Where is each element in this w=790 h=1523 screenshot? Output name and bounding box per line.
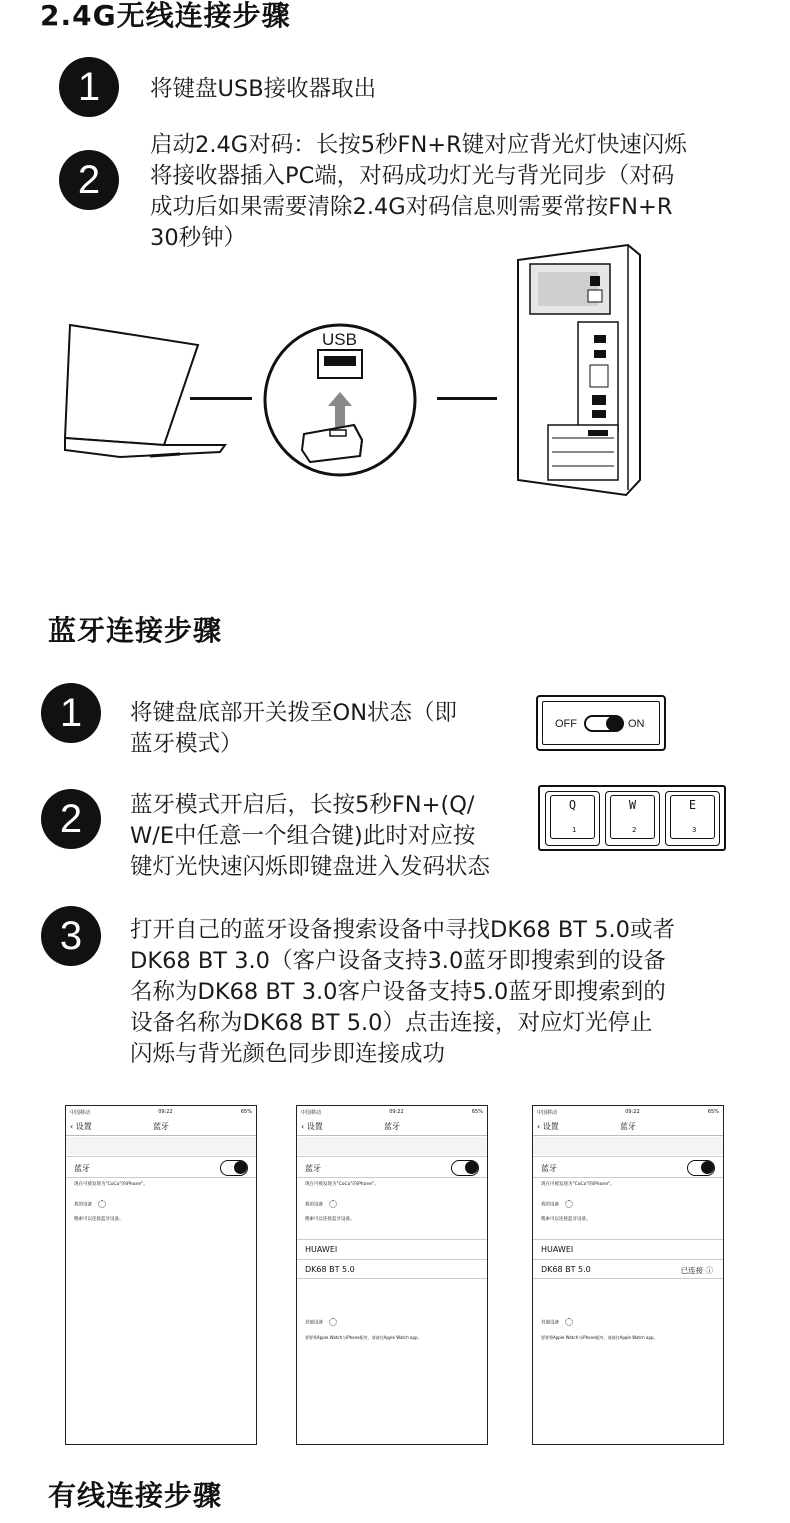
nav-title: 蓝牙 xyxy=(153,1122,169,1131)
my-devices-label: 我的设备 xyxy=(541,1200,573,1208)
bluetooth-row: 蓝牙 xyxy=(297,1156,487,1178)
nav-title: 蓝牙 xyxy=(620,1122,636,1131)
wired-section-title: 有线连接步骤 xyxy=(48,1479,223,1512)
bluetooth-step-2-text: 蓝牙模式开启后，长按5秒FN+(Q/ W/E中任意一个组合键)此时对应按 键灯光快速闪烁即键盘进入发码状态 xyxy=(130,792,491,880)
key-e: E 3 xyxy=(665,791,720,846)
connected-status: 已连接 ⓘ xyxy=(680,1266,713,1275)
apple-watch-hint: 要要将Apple Watch与iPhone配对，请前往Apple Watch app。 xyxy=(541,1335,658,1340)
phone-screenshot-2 xyxy=(296,1105,488,1445)
discoverable-text: 现在可被发现为"CoCo"的iPhone"。 xyxy=(305,1182,379,1187)
step-number-badge: 1 xyxy=(41,683,101,743)
bluetooth-toggle[interactable] xyxy=(220,1160,248,1176)
other-devices-label: 其他设备 xyxy=(541,1318,573,1326)
section-spacer xyxy=(533,1137,723,1155)
switch-off-label: OFF xyxy=(555,718,577,730)
toggle-icon xyxy=(584,715,624,732)
phone-screenshot-3 xyxy=(532,1105,724,1445)
my-devices-label: 我的设备 xyxy=(74,1200,106,1208)
device-row[interactable]: DK68 BT 5.0 xyxy=(297,1259,487,1279)
battery-icon: 65% xyxy=(240,1109,252,1115)
back-button[interactable]: ‹ 设置 xyxy=(537,1122,559,1131)
connector-line xyxy=(190,397,252,400)
key-q: Q 1 xyxy=(545,791,600,846)
device-row[interactable]: HUAWEI xyxy=(533,1239,723,1259)
section-spacer xyxy=(66,1137,256,1155)
pc-tower-icon xyxy=(508,240,648,500)
bluetooth-row: 蓝牙 xyxy=(66,1156,256,1178)
back-button[interactable]: ‹ 设置 xyxy=(301,1122,323,1131)
loading-spinner-icon xyxy=(565,1318,573,1326)
device-row[interactable]: HUAWEI xyxy=(297,1239,487,1259)
nav-bar xyxy=(533,1118,723,1136)
key-w: W 2 xyxy=(605,791,660,846)
search-hint: 搜索可以连接蓝牙设备。 xyxy=(541,1217,591,1222)
loading-spinner-icon xyxy=(329,1200,337,1208)
device-row[interactable]: DK68 BT 5.0 已连接 ⓘ xyxy=(533,1259,723,1279)
my-devices-label: 我的设备 xyxy=(305,1200,337,1208)
nav-bar xyxy=(66,1118,256,1136)
nav-bar xyxy=(297,1118,487,1136)
step-number-badge: 1 xyxy=(59,57,119,117)
loading-spinner-icon xyxy=(329,1318,337,1326)
step-number-badge: 2 xyxy=(41,789,101,849)
wireless-step-2-text: 启动2.4G对码：长按5秒FN+R键对应背光灯快速闪烁 将接收器插入PC端，对码成功灯光与背光同步（对码 成功后如果需要清除2.4G对码信息则需要常按FN+R 30秒钟） xyxy=(150,132,687,251)
status-bar: 中国移动 09:22 65% xyxy=(301,1109,483,1116)
phone-screenshot-1 xyxy=(65,1105,257,1445)
wireless-step-1-text: 将键盘USB接收器取出 xyxy=(150,76,377,102)
search-hint: 搜索可以连接蓝牙设备。 xyxy=(305,1217,355,1222)
back-button[interactable]: ‹ 设置 xyxy=(70,1122,92,1131)
bluetooth-step-3-text: 打开自己的蓝牙设备搜索设备中寻找DK68 BT 5.0或者 DK68 BT 3.0（客户设备支持3.0蓝牙即搜索到的设备 名称为DK68 BT 3.0客户设备支持5.0蓝牙即搜索到的 设备名称为DK68 BT 5.0）点击连接，对应灯光停止 闪烁与背光颜色同步即连接成功 xyxy=(130,917,675,1067)
other-devices-label: 其他设备 xyxy=(305,1318,337,1326)
laptop-icon xyxy=(60,320,230,480)
wireless-section-title: 2.4G无线连接步骤 xyxy=(40,0,291,32)
status-bar: 中国移动 09:22 65% xyxy=(537,1109,719,1116)
battery-icon: 65% xyxy=(471,1109,483,1115)
loading-spinner-icon xyxy=(565,1200,573,1208)
battery-icon: 65% xyxy=(707,1109,719,1115)
bluetooth-section-title: 蓝牙连接步骤 xyxy=(48,614,223,647)
power-switch-illustration xyxy=(536,695,666,751)
connector-line xyxy=(437,397,497,400)
qwe-keys-illustration xyxy=(538,785,726,851)
search-hint: 搜索可以连接蓝牙设备。 xyxy=(74,1217,124,1222)
discoverable-text: 现在可被发现为"CoCo"的iPhone"。 xyxy=(74,1182,148,1187)
discoverable-text: 现在可被发现为"CoCo"的iPhone"。 xyxy=(541,1182,615,1187)
bluetooth-toggle[interactable] xyxy=(687,1160,715,1176)
usb-label: USB xyxy=(322,330,357,349)
nav-title: 蓝牙 xyxy=(384,1122,400,1131)
loading-spinner-icon xyxy=(98,1200,106,1208)
status-bar: 中国移动 09:22 65% xyxy=(70,1109,252,1116)
bluetooth-toggle[interactable] xyxy=(451,1160,479,1176)
step-number-badge: 2 xyxy=(59,150,119,210)
bluetooth-step-1-text: 将键盘底部开关拨至ON状态（即 蓝牙模式） xyxy=(130,700,458,757)
section-spacer xyxy=(297,1137,487,1155)
step-number-badge: 3 xyxy=(41,906,101,966)
switch-on-label: ON xyxy=(628,718,645,730)
apple-watch-hint: 要要将Apple Watch与iPhone配对，请前往Apple Watch app。 xyxy=(305,1335,422,1340)
bluetooth-row: 蓝牙 xyxy=(533,1156,723,1178)
